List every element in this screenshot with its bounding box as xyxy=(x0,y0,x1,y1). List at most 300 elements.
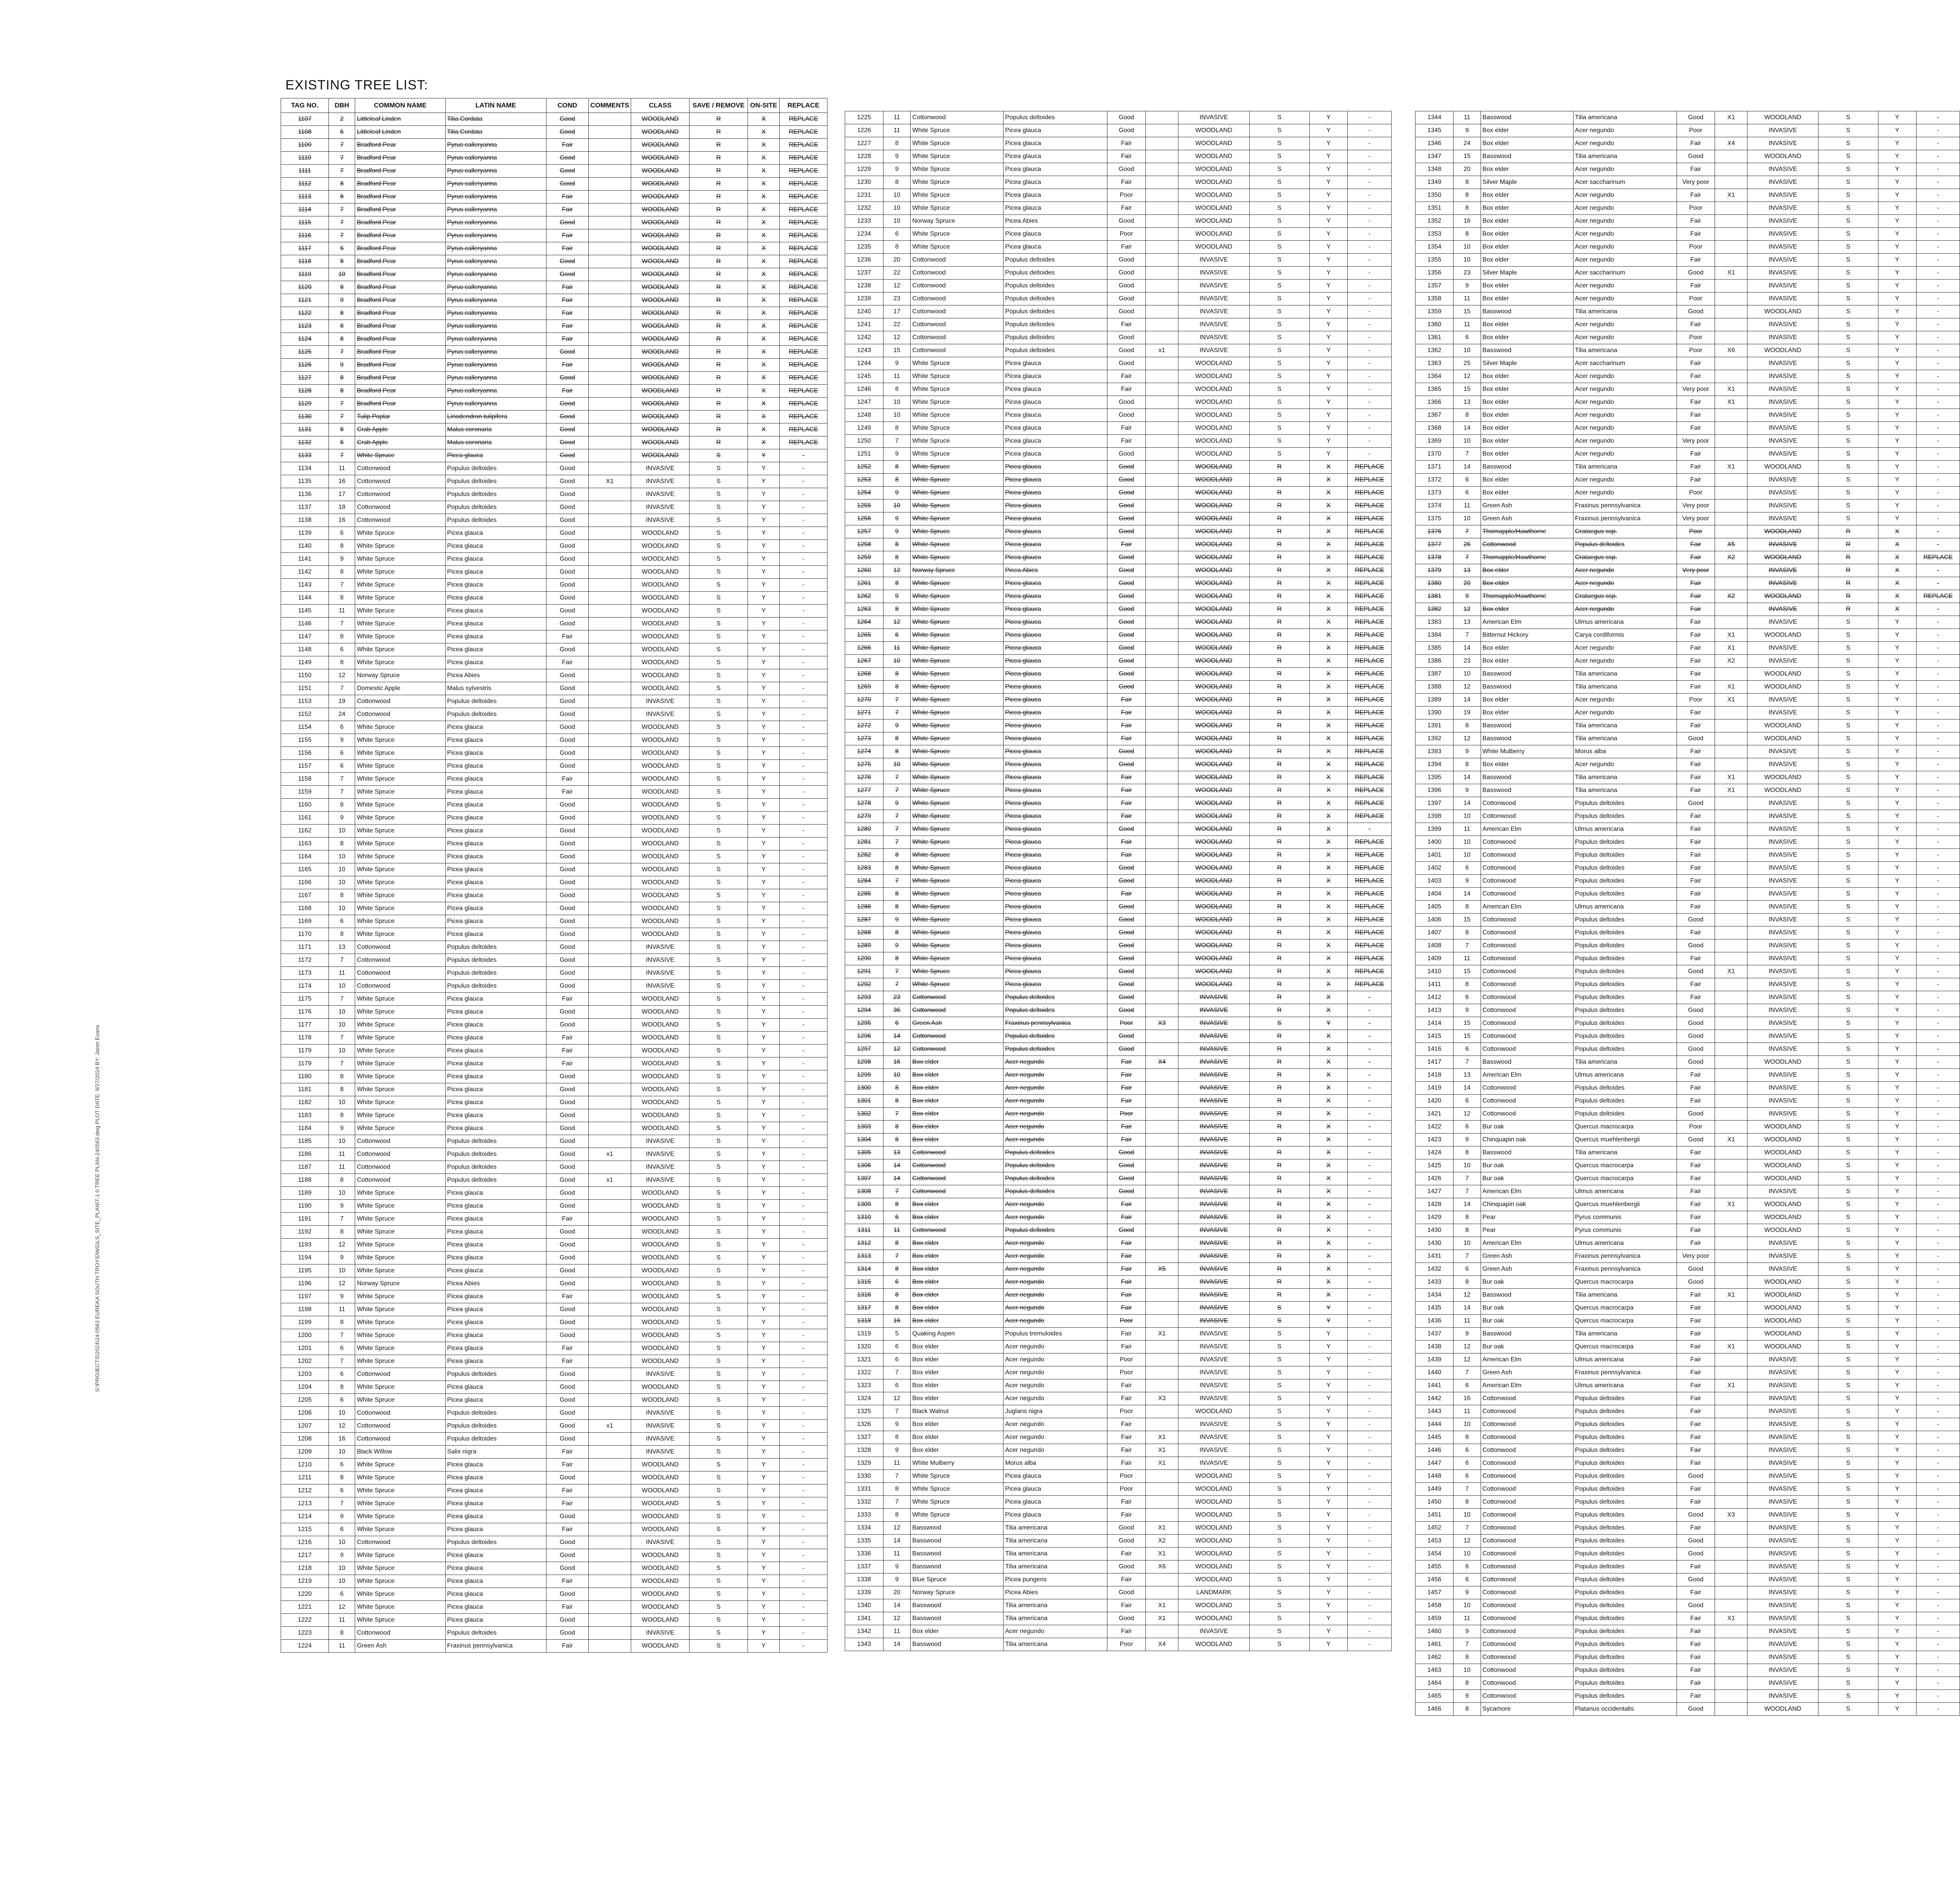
table-cell: White Spruce xyxy=(911,383,1004,396)
table-cell: WOODLAND xyxy=(631,721,690,734)
table-cell xyxy=(1715,577,1747,590)
table-cell: 1138 xyxy=(281,514,329,527)
table-cell: - xyxy=(1916,228,1960,241)
table-cell: Bradford Pear xyxy=(355,398,445,411)
table-cell: 1226 xyxy=(845,124,884,137)
table-cell: - xyxy=(1348,1224,1392,1237)
table-cell: Picea glauca xyxy=(1004,124,1107,137)
table-cell: INVASIVE xyxy=(1748,901,1818,914)
table-cell: Norway Spruce xyxy=(911,1586,1004,1599)
table-cell: Fair xyxy=(1677,1366,1715,1379)
table-cell: Y xyxy=(748,708,779,721)
table-cell: Good xyxy=(1107,1185,1146,1198)
table-cell: R xyxy=(1249,1185,1309,1198)
table-cell: Basswood xyxy=(911,1599,1004,1612)
table-cell: - xyxy=(780,695,828,708)
table-cell xyxy=(588,540,631,553)
table-row xyxy=(845,357,1392,370)
table-cell: Fair xyxy=(1677,357,1715,370)
table-cell: 10 xyxy=(328,1536,355,1549)
table-cell: S xyxy=(1249,241,1309,254)
table-cell: Picea glauca xyxy=(1004,487,1107,500)
table-cell: White Spruce xyxy=(911,487,1004,500)
table-cell: 1330 xyxy=(845,1470,884,1483)
table-cell: 6 xyxy=(328,747,355,760)
table-cell: Quercus macrocarpa xyxy=(1573,1341,1677,1353)
table-cell: Box elder xyxy=(1481,124,1573,137)
table-cell xyxy=(1715,603,1747,616)
table-cell: R xyxy=(690,126,748,139)
table-cell: 9 xyxy=(883,487,911,500)
table-cell: Basswood xyxy=(1481,784,1573,797)
table-cell: Populus deltoides xyxy=(445,1420,546,1433)
table-cell: Populus deltoides xyxy=(1573,538,1677,551)
table-cell: 10 xyxy=(328,850,355,863)
table-cell: INVASIVE xyxy=(631,1446,690,1459)
table-cell: INVASIVE xyxy=(1748,836,1818,849)
table-cell: 9 xyxy=(883,797,911,810)
table-cell xyxy=(588,1575,631,1588)
table-cell: Picea glauca xyxy=(445,1329,546,1342)
table-cell: 1153 xyxy=(281,695,329,708)
table-cell xyxy=(1715,914,1747,926)
table-cell xyxy=(1145,538,1178,551)
table-cell: INVASIVE xyxy=(1748,1483,1818,1496)
table-cell: Good xyxy=(546,152,588,165)
table-cell: Y xyxy=(1878,461,1916,474)
table-cell: R xyxy=(690,398,748,411)
table-row xyxy=(1416,538,1960,551)
table-cell: - xyxy=(1348,318,1392,331)
table-cell: Box elder xyxy=(1481,383,1573,396)
table-cell xyxy=(588,191,631,203)
table-cell: - xyxy=(780,553,828,566)
table-cell: Acer negundo xyxy=(1573,163,1677,176)
table-cell: - xyxy=(1916,409,1960,422)
table-cell: S xyxy=(690,825,748,837)
table-cell: 8 xyxy=(883,681,911,694)
table-cell: X xyxy=(748,294,779,307)
table-cell: Thornapple/Hawthorne xyxy=(1481,525,1573,538)
table-cell: American Elm xyxy=(1481,1069,1573,1082)
table-cell: Y xyxy=(1878,163,1916,176)
table-cell: X xyxy=(1309,1056,1348,1069)
table-row xyxy=(281,1187,828,1200)
table-cell: Y xyxy=(1878,810,1916,823)
table-cell xyxy=(588,1187,631,1200)
table-cell: Pyrus calleryanna xyxy=(445,242,546,255)
table-cell: - xyxy=(780,1083,828,1096)
table-cell: 1449 xyxy=(1416,1483,1454,1496)
table-cell: S xyxy=(1818,137,1878,150)
table-cell: S xyxy=(1818,1612,1878,1625)
table-cell: WOODLAND xyxy=(1178,745,1249,758)
table-cell: 8 xyxy=(1454,1496,1481,1509)
table-cell: White Spruce xyxy=(355,592,445,605)
table-cell: Populus deltoides xyxy=(1573,1612,1677,1625)
table-cell: REPLACE xyxy=(780,255,828,268)
table-row xyxy=(281,1342,828,1355)
table-cell xyxy=(588,1342,631,1355)
table-cell: 1443 xyxy=(1416,1405,1454,1418)
table-cell: Good xyxy=(546,1200,588,1213)
table-cell: Y xyxy=(1309,396,1348,409)
table-cell: 1321 xyxy=(845,1353,884,1366)
table-cell: 1309 xyxy=(845,1198,884,1211)
table-cell: - xyxy=(780,1161,828,1174)
table-cell: INVASIVE xyxy=(1178,1353,1249,1366)
table-cell: American Elm xyxy=(1481,1379,1573,1392)
table-cell xyxy=(1145,396,1178,409)
table-cell: X xyxy=(1309,797,1348,810)
table-cell: - xyxy=(780,1200,828,1213)
table-row xyxy=(1416,1509,1960,1522)
table-cell: Good xyxy=(546,1096,588,1109)
table-cell: 1348 xyxy=(1416,163,1454,176)
table-cell: S xyxy=(1818,694,1878,707)
table-cell xyxy=(588,967,631,980)
table-cell xyxy=(1715,1457,1747,1470)
table-cell: Good xyxy=(1677,305,1715,318)
table-cell: Fair xyxy=(1677,603,1715,616)
table-cell: Y xyxy=(1878,875,1916,888)
table-cell: Picea glauca xyxy=(445,553,546,566)
table-cell: Y xyxy=(1878,176,1916,189)
table-cell: 1255 xyxy=(845,500,884,512)
table-cell: INVASIVE xyxy=(1748,228,1818,241)
table-cell: - xyxy=(1916,784,1960,797)
table-row xyxy=(1416,1121,1960,1134)
table-cell: INVASIVE xyxy=(1748,267,1818,280)
table-cell: Good xyxy=(546,618,588,630)
table-cell: 1337 xyxy=(845,1560,884,1573)
table-cell: Good xyxy=(546,268,588,281)
table-row xyxy=(1416,1030,1960,1043)
table-cell: Picea glauca xyxy=(1004,1509,1107,1522)
table-cell: S xyxy=(1818,965,1878,978)
table-cell xyxy=(1145,616,1178,629)
table-cell: Populus deltoides xyxy=(1573,836,1677,849)
table-row xyxy=(281,1083,828,1096)
table-cell: INVASIVE xyxy=(1748,474,1818,487)
table-cell: Tilia americana xyxy=(1573,681,1677,694)
table-cell: Good xyxy=(546,643,588,656)
table-cell xyxy=(588,1381,631,1394)
table-row xyxy=(1416,1289,1960,1302)
table-cell: 7 xyxy=(883,784,911,797)
table-cell: Bradford Pear xyxy=(355,229,445,242)
table-cell: White Spruce xyxy=(911,784,1004,797)
table-cell: 1372 xyxy=(1416,474,1454,487)
table-cell: 1179 xyxy=(281,1057,329,1070)
table-cell: - xyxy=(780,1006,828,1019)
table-row xyxy=(281,760,828,773)
table-cell: Good xyxy=(1107,474,1146,487)
table-cell: Fair xyxy=(546,1213,588,1226)
table-cell: - xyxy=(1916,1496,1960,1509)
table-cell: White Spruce xyxy=(911,888,1004,901)
table-cell: S xyxy=(690,1161,748,1174)
table-row xyxy=(845,603,1392,616)
table-cell: Cottonwood xyxy=(1481,1043,1573,1056)
table-row xyxy=(845,1276,1392,1289)
table-row xyxy=(1416,512,1960,525)
table-cell: Black Walnut xyxy=(911,1405,1004,1418)
table-cell: WOODLAND xyxy=(1178,409,1249,422)
table-cell: Picea glauca xyxy=(445,1588,546,1601)
table-cell: R xyxy=(690,139,748,152)
table-cell: Good xyxy=(546,850,588,863)
table-cell: WOODLAND xyxy=(631,1083,690,1096)
table-row xyxy=(1416,1159,1960,1172)
table-cell: Fair xyxy=(546,294,588,307)
table-cell: Good xyxy=(1107,1146,1146,1159)
table-cell: 1239 xyxy=(845,292,884,305)
table-cell: S xyxy=(690,1627,748,1640)
table-cell: Picea glauca xyxy=(445,630,546,643)
table-cell: WOODLAND xyxy=(1178,1483,1249,1496)
table-cell: Picea glauca xyxy=(445,812,546,825)
table-cell: 1231 xyxy=(845,189,884,202)
table-cell: Y xyxy=(748,1497,779,1510)
table-cell: Picea glauca xyxy=(445,1070,546,1083)
table-cell: - xyxy=(780,566,828,579)
table-cell: Y xyxy=(748,1549,779,1562)
table-cell xyxy=(1145,810,1178,823)
table-cell: Good xyxy=(1107,1535,1146,1548)
table-cell: 1133 xyxy=(281,449,329,462)
table-cell: 7 xyxy=(328,165,355,178)
table-row xyxy=(1416,254,1960,267)
table-row xyxy=(1416,655,1960,668)
table-cell: S xyxy=(1249,383,1309,396)
table-cell: R xyxy=(1818,577,1878,590)
table-cell: WOODLAND xyxy=(631,1381,690,1394)
table-cell: INVASIVE xyxy=(1748,1237,1818,1250)
table-cell xyxy=(1715,241,1747,254)
table-row xyxy=(845,1017,1392,1030)
table-cell: Cottonwood xyxy=(1481,836,1573,849)
table-cell: 1347 xyxy=(1416,150,1454,163)
table-cell: Cottonwood xyxy=(1481,926,1573,939)
table-cell: REPLACE xyxy=(1348,926,1392,939)
table-cell: Y xyxy=(748,514,779,527)
table-cell xyxy=(588,320,631,333)
table-row xyxy=(845,1599,1392,1612)
table-row xyxy=(845,448,1392,461)
table-cell: R xyxy=(1249,1108,1309,1121)
table-cell: R xyxy=(1818,603,1878,616)
table-cell: INVASIVE xyxy=(1748,189,1818,202)
table-cell: - xyxy=(780,708,828,721)
table-cell: 1291 xyxy=(845,965,884,978)
table-cell: R xyxy=(1249,1276,1309,1289)
table-cell: X xyxy=(748,165,779,178)
table-cell: WOODLAND xyxy=(1748,1276,1818,1289)
table-cell: Good xyxy=(1107,590,1146,603)
table-cell: Very poor xyxy=(1677,176,1715,189)
table-cell: Cottonwood xyxy=(911,1159,1004,1172)
table-cell: White Spruce xyxy=(355,1200,445,1213)
table-cell: Poor xyxy=(1677,202,1715,215)
table-cell xyxy=(1145,939,1178,952)
table-cell: Cottonwood xyxy=(911,1146,1004,1159)
table-cell: 1323 xyxy=(845,1379,884,1392)
table-cell: Acer negundo xyxy=(1004,1625,1107,1638)
table-cell: Fair xyxy=(1107,888,1146,901)
table-cell: 1253 xyxy=(845,474,884,487)
table-cell: S xyxy=(1818,1431,1878,1444)
table-cell xyxy=(588,1032,631,1045)
table-cell: Good xyxy=(546,436,588,449)
table-cell: R xyxy=(1249,525,1309,538)
table-cell: Fair xyxy=(1677,215,1715,228)
table-cell: Populus deltoides xyxy=(445,1148,546,1161)
table-cell: Y xyxy=(748,1109,779,1122)
table-cell: REPLACE xyxy=(1348,914,1392,926)
table-cell: Pyrus calleryanna xyxy=(445,165,546,178)
table-cell: 1115 xyxy=(281,216,329,229)
table-cell: 6 xyxy=(1454,1457,1481,1470)
table-cell: Y xyxy=(1878,823,1916,836)
table-row xyxy=(1416,1625,1960,1638)
table-cell: White Spruce xyxy=(355,734,445,747)
table-cell xyxy=(1145,1211,1178,1224)
table-cell: Y xyxy=(748,1252,779,1264)
table-cell: Fair xyxy=(1677,629,1715,642)
table-cell: White Spruce xyxy=(355,1549,445,1562)
table-cell: 9 xyxy=(328,1290,355,1303)
table-cell: Box elder xyxy=(911,1315,1004,1328)
table-cell: INVASIVE xyxy=(631,1135,690,1148)
table-cell: WOODLAND xyxy=(631,255,690,268)
table-row xyxy=(845,538,1392,551)
table-cell: - xyxy=(1348,1017,1392,1030)
table-cell: Silver Maple xyxy=(1481,357,1573,370)
table-cell: Cottonwood xyxy=(1481,888,1573,901)
table-cell: 1208 xyxy=(281,1433,329,1446)
table-cell: Populus deltoides xyxy=(1573,1625,1677,1638)
table-cell: WOODLAND xyxy=(1178,642,1249,655)
table-cell: Good xyxy=(546,941,588,954)
table-cell xyxy=(588,915,631,928)
table-cell: 1249 xyxy=(845,422,884,435)
table-cell: Y xyxy=(748,462,779,475)
table-cell: Good xyxy=(546,1070,588,1083)
table-cell: Y xyxy=(1878,901,1916,914)
table-cell: Y xyxy=(1878,1379,1916,1392)
table-cell: Good xyxy=(546,475,588,488)
table-row xyxy=(1416,1043,1960,1056)
table-cell xyxy=(1145,512,1178,525)
table-cell: 1359 xyxy=(1416,305,1454,318)
table-row xyxy=(845,111,1392,124)
table-cell: - xyxy=(1348,1069,1392,1082)
table-row xyxy=(845,1095,1392,1108)
table-cell: S xyxy=(690,876,748,889)
table-cell: WOODLAND xyxy=(631,1019,690,1032)
table-cell: 9 xyxy=(883,1573,911,1586)
table-cell: Y xyxy=(1309,1470,1348,1483)
table-cell: Picea glauca xyxy=(445,1471,546,1484)
table-cell: 1271 xyxy=(845,707,884,719)
table-cell: X2 xyxy=(1715,590,1747,603)
table-cell xyxy=(1145,1030,1178,1043)
table-cell xyxy=(1145,1069,1178,1082)
table-cell: Fair xyxy=(546,656,588,669)
table-cell: - xyxy=(780,825,828,837)
table-row xyxy=(1416,202,1960,215)
table-cell: - xyxy=(780,656,828,669)
table-cell: Populus deltoides xyxy=(445,954,546,967)
table-row xyxy=(281,1433,828,1446)
table-cell: Acer negundo xyxy=(1573,758,1677,771)
table-cell: 1193 xyxy=(281,1239,329,1252)
table-cell: 1248 xyxy=(845,409,884,422)
table-cell: Y xyxy=(748,1471,779,1484)
table-cell: Populus deltoides xyxy=(1573,1030,1677,1043)
table-cell xyxy=(588,1264,631,1277)
table-row xyxy=(845,409,1392,422)
table-cell: S xyxy=(1818,616,1878,629)
table-cell: 1385 xyxy=(1416,642,1454,655)
table-cell: Poor xyxy=(1677,292,1715,305)
table-cell: S xyxy=(1818,383,1878,396)
table-cell xyxy=(1145,1405,1178,1418)
table-row xyxy=(1416,694,1960,707)
table-cell: 6 xyxy=(1454,1379,1481,1392)
table-cell: 10 xyxy=(328,902,355,915)
table-cell: 8 xyxy=(1454,1276,1481,1289)
table-cell: Good xyxy=(1107,862,1146,875)
table-cell xyxy=(1145,1483,1178,1496)
table-cell: Fair xyxy=(1107,1276,1146,1289)
table-cell: 7 xyxy=(883,771,911,784)
table-cell: - xyxy=(780,812,828,825)
table-cell: - xyxy=(780,1536,828,1549)
table-cell: 8 xyxy=(328,1627,355,1640)
table-cell: Green Ash xyxy=(911,1017,1004,1030)
table-cell: White Spruce xyxy=(911,823,1004,836)
table-cell: Good xyxy=(1677,1017,1715,1030)
table-cell: Picea glauca xyxy=(445,540,546,553)
table-cell: Poor xyxy=(1677,331,1715,344)
table-cell: Good xyxy=(1107,991,1146,1004)
table-cell: Acer negundo xyxy=(1004,1237,1107,1250)
table-cell: Fair xyxy=(546,773,588,786)
table-cell: Cottonwood xyxy=(1481,914,1573,926)
table-cell: 1215 xyxy=(281,1523,329,1536)
table-cell: Fair xyxy=(1677,849,1715,862)
table-cell: Y xyxy=(748,1627,779,1640)
table-cell: S xyxy=(1818,719,1878,732)
table-cell: Y xyxy=(1878,978,1916,991)
table-cell xyxy=(1715,202,1747,215)
table-cell: Fair xyxy=(546,320,588,333)
table-row xyxy=(1416,1418,1960,1431)
table-cell: Picea glauca xyxy=(445,605,546,618)
table-row xyxy=(1416,1211,1960,1224)
table-cell: White Spruce xyxy=(911,758,1004,771)
table-cell: 11 xyxy=(328,462,355,475)
table-cell: 8 xyxy=(328,191,355,203)
table-cell: Acer negundo xyxy=(1004,1431,1107,1444)
table-cell: - xyxy=(1348,1470,1392,1483)
table-cell: S xyxy=(1249,1418,1309,1431)
table-cell xyxy=(1145,603,1178,616)
table-cell xyxy=(1715,939,1747,952)
table-cell: Picea glauca xyxy=(1004,719,1107,732)
